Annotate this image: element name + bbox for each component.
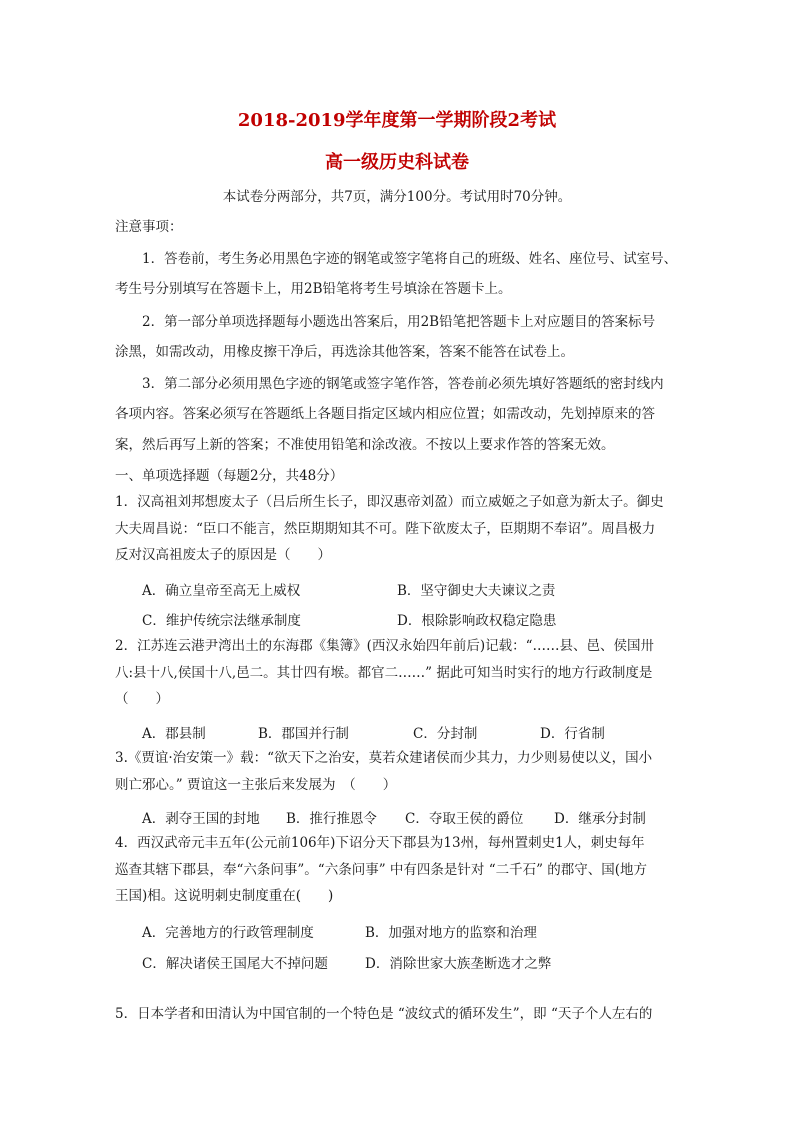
- note-1-line-1: 1．答卷前，考生务必用黑色字迹的钢笔或签字笔将自己的班级、姓名、座位号、试室号、: [142, 251, 678, 267]
- note-2-line-2: 涂黑，如需改动，用橡皮擦干净后，再选涂其他答案，答案不能答在试卷上。: [115, 344, 574, 360]
- q2-line-2: 八:县十八,侯国十八,邑二。其廿四有堠。都官二……” 据此可知当时实行的地方行政制度是: [115, 665, 653, 681]
- q4-option-c: C．解决诸侯王国尾大不掉问题: [142, 956, 328, 972]
- q4-option-d: D．消除世家大族垄断选才之弊: [365, 956, 552, 972]
- q2-option-c: C．分封制: [413, 726, 478, 742]
- q3-option-b: B．推行推恩令: [286, 811, 377, 827]
- q3-option-d: D．继承分封制: [554, 811, 646, 827]
- q1-option-a: A．确立皇帝至高无上威权: [142, 583, 301, 599]
- q4-line-3: 王国)相。这说明刺史制度重在( ): [115, 888, 334, 904]
- note-3-line-2: 各项内容。答案必须写在答题纸上各题目指定区域内相应位置；如需改动，先划掉原来的答: [115, 406, 655, 422]
- q2-line-3: （ ）: [115, 691, 169, 707]
- q4-line-2: 巡查其辖下郡县，奉“六条问事”。“六条问事” 中有四条是针对 “二千石” 的郡守、国(地方: [115, 862, 648, 878]
- q3-option-c: C．夺取王侯的爵位: [405, 811, 524, 827]
- q4-line-1: 4．西汉武帝元丰五年(公元前106年)下诏分天下郡县为13州，每州置刺史1人，刺史每年: [115, 835, 645, 851]
- note-1-line-2: 考生号分别填写在答题卡上，用2B铅笔将考生号填涂在答题卡上。: [115, 281, 512, 297]
- q2-option-d: D．行省制: [540, 726, 605, 742]
- q4-option-a: A．完善地方的行政管理制度: [142, 925, 314, 941]
- q1-line-2: 大夫周昌说：“臣口不能言，然臣期期知其不可。陛下欲废太子，臣期期不奉诏”。周昌极力: [115, 521, 656, 537]
- q5-line-1: 5．日本学者和田清认为中国官制的一个特色是 “波纹式的循环发生”，即 “天子个人左右的: [115, 1006, 653, 1022]
- q3-line-1: 3.《贾谊·治安策一》载：“欲天下之治安，莫若众建诸侯而少其力，力少则易使以义，国小: [115, 750, 653, 766]
- q3-option-a: A．剥夺王国的封地: [142, 811, 260, 827]
- q4-option-b: B．加强对地方的监察和治理: [365, 925, 537, 941]
- note-3-line-1: 3．第二部分必须用黑色字迹的钢笔或签字笔作答，答卷前必须先填好答题纸的密封线内: [142, 376, 664, 392]
- q1-option-d: D．根除影响政权稳定隐患: [397, 613, 557, 629]
- q1-line-3: 反对汉高祖废太子的原因是（ ）: [115, 547, 331, 563]
- q1-option-c: C．维护传统宗法继承制度: [142, 613, 301, 629]
- section-heading: 一、单项选择题（每题2分，共48分）: [115, 468, 344, 484]
- exam-info: 本试卷分两部分，共7页，满分100分。考试用时70分钟。: [222, 189, 572, 205]
- q1-option-b: B．坚守御史大夫谏议之责: [397, 583, 556, 599]
- q1-line-1: 1．汉高祖刘邦想废太子（吕后所生长子，即汉惠帝刘盈）而立威姬之子如意为新太子。御史: [115, 494, 664, 510]
- note-2-line-1: 2．第一部分单项选择题每小题选出答案后，用2B铅笔把答题卡上对应题目的答案标号: [142, 314, 656, 330]
- exam-subtitle: 高一级历史科试卷: [325, 152, 469, 173]
- exam-title: 2018-2019学年度第一学期阶段2考试: [237, 110, 557, 131]
- q2-option-a: A．郡县制: [142, 726, 206, 742]
- q2-option-b: B．郡国并行制: [258, 726, 349, 742]
- q3-line-2: 则亡邪心。” 贾谊这一主张后来发展为 （ ）: [115, 777, 397, 793]
- notes-heading: 注意事项：: [115, 219, 183, 235]
- note-3-line-3: 案，然后再写上新的答案；不准使用铅笔和涂改液。不按以上要求作答的答案无效。: [115, 437, 615, 453]
- q2-line-1: 2．江苏连云港尹湾出土的东海郡《集簿》(西汉永始四年前后)记载：“……县、邑、侯国卅: [115, 638, 655, 654]
